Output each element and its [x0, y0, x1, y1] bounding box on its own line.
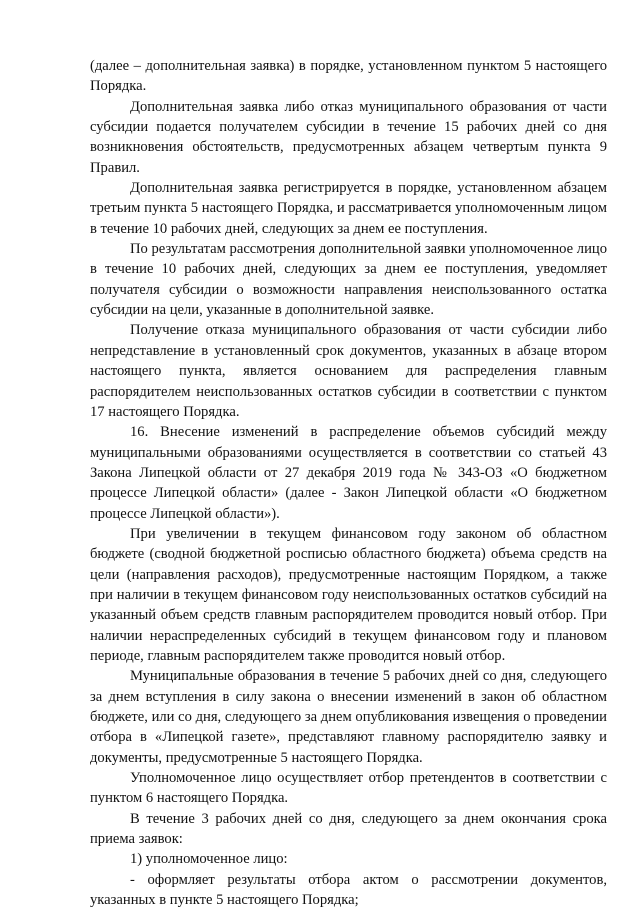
paragraph: При увеличении в текущем финансовом году законом об областном бюджете (сводной бюджетной росписью областного бюджета) объема средств на цели (направления расходов), предусмотренные настоящим Порядком, а также при наличии в текущем финансовом году неиспользованных остатков субсидий на указанный объем средств главным распорядителем проводится новый отбор. При наличии нераспределенных субсидий в текущем финансовом году и плановом периоде, главным распорядителем также проводится новый отбор. [90, 525, 607, 664]
paragraph: Дополнительная заявка регистрируется в порядке, установленном абзацем третьим пункта 5 настоящего Порядка, и рассматривается уполномоченным лицом в течение 10 рабочих дней, следующих за днем ее поступления. [90, 180, 607, 237]
paragraph: Получение отказа муниципального образования от части субсидии либо непредставление в установленный срок документов, указанных в абзаце втором настоящего пункта, является основанием для распределения главным распорядителем неиспользованных остатков субсидии в соответствии с пунктом 17 настоящего Порядка. [90, 322, 607, 420]
paragraph: 1) уполномоченное лицо: [130, 851, 288, 868]
paragraph: По результатам рассмотрения дополнительной заявки уполномоченное лицо в течение 10 рабочих дней, следующих за днем ее поступления, уведомляет получателя субсидии о возможности направления неиспользованного остатка субсидии на цели, указанные в дополнительной заявке. [90, 241, 607, 319]
paragraph: 16. Внесение изменений в распределение объемов субсидий между муниципальными образованиями осуществляется в соответствии со статьей 43 Закона Липецкой области от 27 декабря 2019 года № 343-ОЗ «О бюджетном процессе Липецкой области» (далее - Закон Липецкой области «О бюджетном процессе Липецкой области»). [90, 424, 607, 522]
paragraph: - оформляет результаты отбора актом о рассмотрении документов, указанных в пункте 5 настоящего Порядка; [90, 871, 607, 909]
paragraph: (далее – дополнительная заявка) в порядке, установленном пунктом 5 настоящего Порядка. [90, 58, 607, 95]
paragraph: Дополнительная заявка либо отказ муниципального образования от части субсидии подается получателем субсидии в течение 15 рабочих дней со дня возникновения обстоятельств, предусмотренных абзацем четвертым пункта 9 Правил. [90, 98, 607, 176]
paragraph: Уполномоченное лицо осуществляет отбор претендентов в соответствии с пунктом 6 настоящего Порядка. [90, 770, 607, 807]
paragraph: В течение 3 рабочих дней со дня, следующего за днем окончания срока приема заявок: [90, 810, 607, 848]
paragraph: Муниципальные образования в течение 5 рабочих дней со дня, следующего за днем вступления в силу закона о внесении изменений в закон об областном бюджете, или со дня, следующего за днем опубликования извещения о проведении отбора в «Липецкой газете», представляют главному распорядителю заявку и документы, предусмотренные 5 настоящего Порядка. [90, 668, 607, 766]
